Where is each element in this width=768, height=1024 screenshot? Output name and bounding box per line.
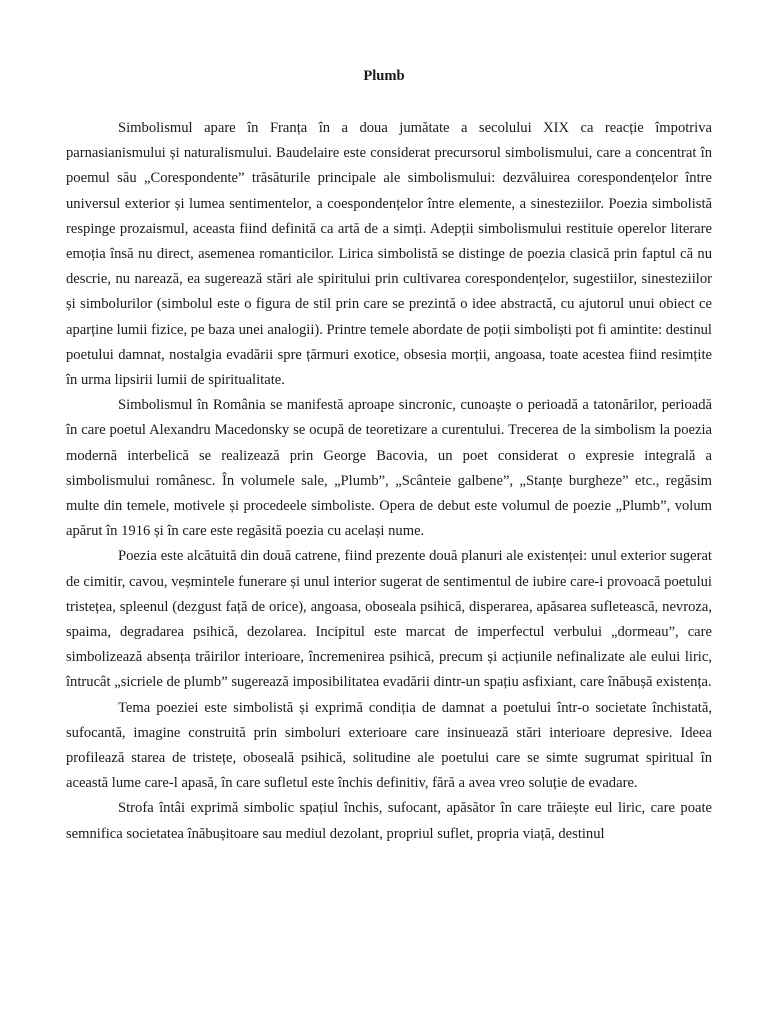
paragraph-1: Simbolismul apare în Franța în a doua jumătate a secolului XIX ca reacție împotriva parnasianismului și naturalismului. Baudelaire este considerat precursorul simbolismului, care a concentrat în poemul său „Corespondente” trăsăturile principale ale simbolismului: dezvăluirea corespondențelor între universul exterior și lumea sentimentelor, a coespondențelor între elemente, a sinesteziilor. Poezia simbolistă respinge prozaismul, aceasta fiind definită ca artă de a simți. Adepții simbolismului restituie operelor literare emoția însă nu direct, asemenea romanticilor. Lirica simbolistă se distinge de poezia clasică prin faptul că nu descrie, nu narează, ea sugerează stări ale spiritului prin cultivarea corespondențelor, sugestiilor, sinesteziilor și simbolurilor (simbolul este o figura de stil prin care se prezintă o idee abstractă, cu ajutorul unui obiect ce aparține lumii fizice, pe baza unei analogii). Printre temele abordate de poții simboliști pot fi amintite: destinul poetului damnat, nostalgia evadării spre țărmuri exotice, obsesia morții, angoasa, toate acestea fiind resimțite în urma lipsirii lumii de spiritualitate. [66,120,712,389]
paragraph-5: Strofa întâi exprimă simbolic spațiul închis, sufocant, apăsător în care trăiește eul liric, care poate semnifica societatea înăbușitoare sau mediul dezolant, propriul suflet, propria viață, destinul [66,800,712,842]
document-body [66,116,712,847]
paragraph-4: Tema poeziei este simbolistă și exprimă condiția de damnat a poetului într-o societate închistată, sufocantă, imagine construită prin simboluri exterioare care insinuează stări interioare depresive. Ideea profilează starea de tristețe, oboseală psihică, solitudine ale poetului care se simte sugrumat spiritual în această lume care-l apasă, în care sufletul este închis definitiv, fără a avea vreo soluție de evadare. [66,699,712,792]
document-title: Plumb [363,68,405,84]
paragraph-2: Simbolismul în România se manifestă aproape sincronic, cunoaște o perioadă a tatonărilor, perioadă în care poetul Alexandru Macedonsky se ocupă de teoretizare a curentului. Trecerea de la simbolism la poezia modernă interbelică se realizează prin George Bacovia, un poet considerat o expresie integrală a simbolismului românesc. În volumele sale, „Plumb”, „Scânteie galbene”, „Stanțe burgheze” etc., regăsim multe din temele, motivele și procedeele simboliste. Opera de debut este volumul de poezie „Plumb”, volum apărut în 1916 și în care este regăsită poezia cu același nume. [66,397,712,540]
paragraph-3: Poezia este alcătuită din două catrene, fiind prezente două planuri ale existenței: unul exterior sugerat de cimitir, cavou, veșmintele funerare și unul interior sugerat de sentimentul de iubire care-i provoacă poetului tristețea, spleenul (dezgust față de orice), angoasa, oboseala psihică, disperarea, apăsarea sufletească, nevroza, spaima, degradarea psihică, dezolarea. Incipitul este marcat de imperfectul verbului „dormeau”, care simbolizează absența trăirilor interioare, încremenirea psihică, precum și acțiunile nefinalizate ale eului liric, întrucât „sicriele de plumb” sugerează imposibilitatea evadării dintr-un spațiu asfixiant, care înăbușă existența. [66,548,712,691]
